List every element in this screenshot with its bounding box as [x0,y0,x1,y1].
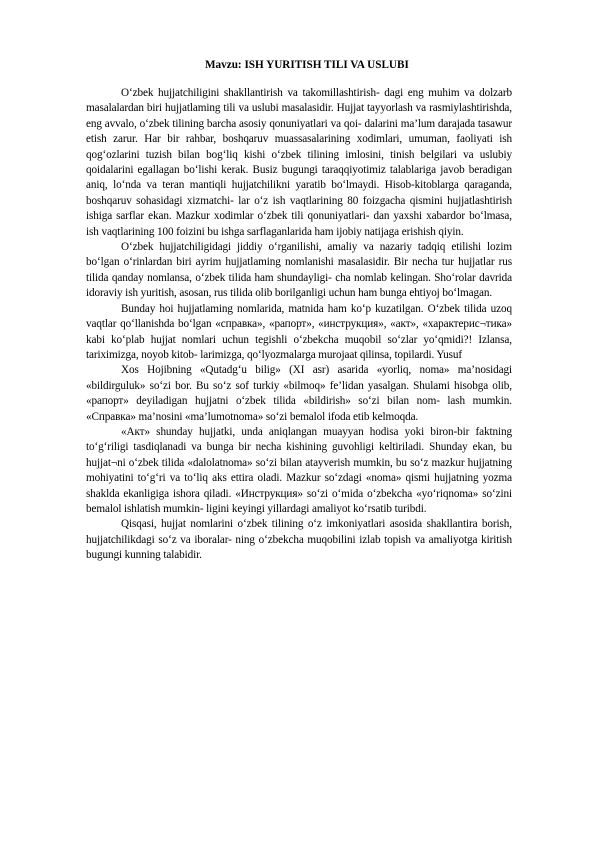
document-page [86,58,512,564]
paragraph-6: Qisqasi, hujjat nomlarini o‘zbek tilining o‘z imkoniyatlari asosida shakllantira borish, hujjatchilikdagi so‘z va iboralar- ning o‘zbekcha muqobilini izlab topish va amaliyotga kiritish bugungi kunning talabidir. [86,518,512,562]
paragraph-2: O‘zbek hujjatchiligidagi jiddiy o‘rganilishi, amaliy va nazariy tadqiq etilishi lozim bo‘lgan o‘rinlardan biri ayrim hujjatlaming nomlanishi masalasidir. Bir necha tur hujjatlar rus tilida qanday nomlansa, o‘zbek tilida ham shundayligi- cha nomlab kelingan. Sho‘rolar davrida idoraviy ish yuritish, asosan, rus tilida olib borilganligi uchun ham bunga ehtiyoj bo‘lmagan. [86,241,512,300]
paragraph-4: Xos Hojibning «Qutadg‘u bilig» (XI asr) asarida «yorliq, noma» ma’nosidagi «bildirguluk» so‘zi bor. Bu so‘z sof turkiy «bilmoq» fe’lidan yasalgan. Shulami hisobga olib, «рапорт» deyiladigan hujjatni o‘zbek tilida «bildirish» so‘zi bilan nom- lash mumkin. «Справка» ma’nosini «ma’lumotnoma» so‘zi bemalol ifoda etib kelmoqda. [86,364,512,423]
document-title: Mavzu: ISH YURITISH TILI VA USLUBI [205,59,409,71]
paragraph-5: «Акт» shunday hujjatki, unda aniqlangan muayyan hodisa yoki biron-bir faktning to‘g‘riligi tasdiqlanadi va bunga bir necha kishining guvohligi keltiriladi. Shunday ekan, bu hujjat¬ni o‘zbek tilida «dalolatnoma» so‘zi bilan atayverish mumkin, bu so‘z mazkur hujjatning mohiyatini to‘g‘ri va to‘liq aks ettira oladi. Mazkur so‘zdagi «noma» qismi hujjatning yozma shaklda ekanligiga ishora qiladi. «Инструкция» so‘zi o‘mida o‘zbekcha «yo‘riqnoma» so‘zini bemalol ishlatish mumkin- ligini keyingi yillardagi amaliyot ko‘rsatib turibdi. [86,425,512,515]
paragraph-3: Bunday hoi hujjatlaming nomlarida, matnida ham ko‘p kuzatilgan. O‘zbek tilida uzoq vaqtlar qo‘llanishda bo‘lgan «справка», «рапорт», «инструкция», «акт», «характерис¬тика» kabi ko‘plab hujjat nomlari uchun tegishli o‘zbekcha muqobil so‘zlar yo‘qmidi?! Izlansa, tariximizga, noyob kitob- larimizga, qo‘lyozmalarga murojaat qilinsa, topilardi. Yusuf [86,302,512,361]
paragraph-1: O‘zbek hujjatchiligini shakllantirish va takomillashtirish- dagi eng muhim va dolzarb masalalardan biri hujjatlaming tili va uslubi masalasidir. Hujjat tayyorlash va rasmiylashtirishda, eng avvalo, o‘zbek tilining barcha asosiy qonuniyatlari va qoi- dalarini ma’lum darajada tasawur etish zarur. Har bir rahbar, boshqaruv muassasalarining xodimlari, umuman, faoliyati ish qog‘ozlarini tuzish bilan bog‘liq kishi o‘zbek tilining imlosini, tinish belgilari va uslubiy qoidalarini egallagan bo‘lishi kerak. Busiz bugungi taraqqiyotimiz talablariga javob beradigan aniq, lo‘nda va teran mantiqli hujjatchilikni yaratib bo‘lmaydi. Hisob-kitoblarga qaraganda, boshqaruv sohasidagi xizmatchi- lar o‘z ish vaqtlarining 80 foizgacha qismini hujjatlashtirish ishiga sarflar ekan. Mazkur xodimlar o‘zbek tili qonuniyatlari- dan yaxshi xabardor bo‘lmasa, ish vaqtlarining 100 foizini bu ishga sarflaganlarida ham ijobiy natijaga erishish qiyin. [86,87,512,238]
